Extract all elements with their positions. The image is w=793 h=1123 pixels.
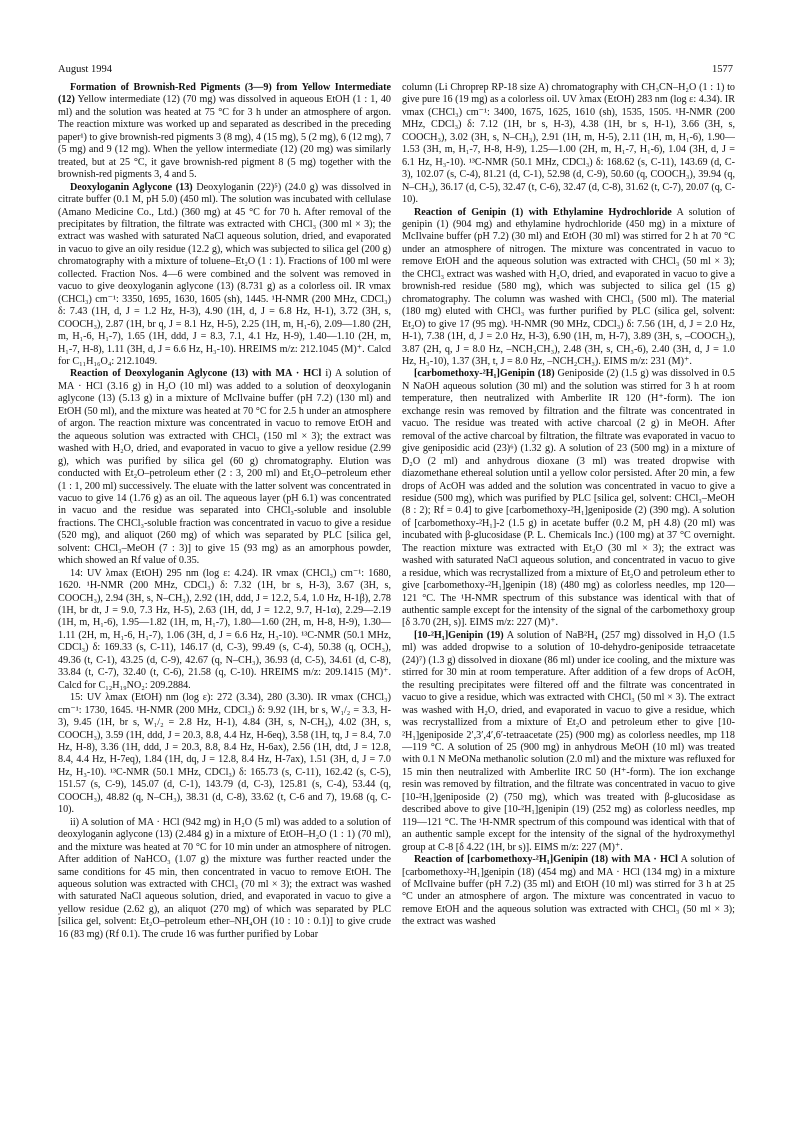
paragraph <box>58 568 391 693</box>
paragraph-heading: Formation of Brownish-Red Pigments (3—9) from Yellow Intermediate (12) <box>58 82 391 106</box>
left-column <box>58 82 391 1102</box>
paragraph-text: i) A solution of MA · HCl (3.16 g) in H₂O (10 ml) was added to a solution of deoxyloganin aglycone (13) (5.13 g) in a mixture of McIlvaine buffer (pH 7.2) (130 ml) and EtOH (50 ml), and the mixture was heated at 70 °C for 2.5 h under an atmosphere of argon. The reaction mixture was concentrated in vacuo to remove EtOH and the aqueous solution was extracted with CHCl₃ (150 ml × 3); the extract was washed with H₂O, dried, and evaporated in vacuo to give a yellow residue (2.99 g), which was purified by silica gel (60 g) chromatography. Elution was conducted with Et₂O–petroleum ether (2 : 3, 200 ml) and Et₂O–petroleum ether (1 : 1, 200 ml) successively. The eluate with the latter solvent was concentrated in vacuo to give 14 (1.76 g) as an oil. The aqueous layer (pH 6.1) was concentrated in vacuo and the residue was separated into CHCl₃-soluble and insoluble fractions. The CHCl₃-soluble fraction was concentrated in vacuo to give a residue (520 mg), and aliquot (260 mg) of which was separated by PLC [silica gel, solvent: CHCl₃–MeOH (7 : 3)] to give 15 (93 mg) as an amorphous powder, which showed an Rf value of 0.35. <box>58 368 391 567</box>
header-date: August 1994 <box>58 64 112 75</box>
paragraph <box>58 817 391 942</box>
paragraph-text: A solution of genipin (1) (904 mg) and ethylamine hydrochloride (450 mg) in a mixture of McIlvaine buffer (pH 7.2) (30 ml) and EtOH (30 ml) was stirred for 2 h at 70 °C under an atmosphere of nitrogen. The mixture was concentrated in vacuo to remove EtOH and the aqueous solution was extracted with CHCl₃ (50 ml × 3); the CHCl₃ extract was washed with H₂O, dried, and evaporated in vacuo to give a brownish-red residue (580 mg), which was subjected to silica gel (15 g) chromatography. The column was washed with CHCl₃ (500 ml). The material (180 mg) eluted with CHCl₃ was further purified by PLC (silica gel, solvent: Et₂O) to give 17 (95 mg). ¹H-NMR (90 MHz, CDCl₃) δ: 7.56 (1H, d, J = 2.0 Hz, H-1), 7.38 (1H, d, J = 2.0 Hz, H-3), 6.90 (1H, m, H-7), 3.89 (3H, s, –COOCH₃), 3.87 (2H, q, J = 8.0 Hz, –NCH₂CH₃), 2.48 (3H, s, CH₃-6), 2.40 (3H, d, J = 1.0 Hz, H₃-10), 1.37 (3H, t, J = 8.0 Hz, –NCH₂CH₃). EIMS m/z: 231 (M)⁺. <box>402 206 735 367</box>
paragraph <box>402 82 735 207</box>
paragraph-text: ii) A solution of MA · HCl (942 mg) in H₂O (5 ml) was added to a solution of deoxyloganin aglycone (13) (2.484 g) in a mixture of EtOH–H₂O (1 : 1) (70 ml), and the mixture was heated at 70 °C for 10 min under an atmosphere of nitrogen. After addition of NaHCO₃ (1.07 g) the mixture was further reacted under the same conditions for 45 min, then concentrated in vacuo to remove EtOH. The aqueous solution was extracted with CHCl₃ (70 ml × 3); the extract was washed with saturated NaCl aqueous solution, dried, and evaporated in vacuo to give a yellow residue (2.62 g), an aliquot (270 mg) of which was separated by PLC [silica gel, solvent: Et₂O–petroleum ether–NH₄OH (10 : 10 : 0.1)] to give crude 16 (83 mg) (Rf 0.1). The crude 16 was further purified by Lobar <box>58 816 391 940</box>
paragraph <box>58 182 391 369</box>
paragraph <box>58 692 391 817</box>
paragraph-heading: Reaction of Genipin (1) with Ethylamine Hydrochloride <box>414 206 672 218</box>
paragraph <box>58 82 391 182</box>
paragraph <box>402 854 735 929</box>
paragraph-text: A solution of [carbomethoxy-²H₁]genipin (18) (454 mg) and MA · HCl (134 mg) in a mixture of McIlvaine buffer (pH 7.2) (35 ml) and EtOH (10 ml) was stirred for 3 h at 25 °C under an atmosphere of argon. The mixture was concentrated in vacuo to remove EtOH and the aqueous solution was extracted with CHCl₃ (50 ml × 3); the extract was washed <box>402 854 735 928</box>
right-column <box>402 82 735 1102</box>
paragraph <box>58 368 391 567</box>
paragraph-text: A solution of NaB²H₄ (257 mg) dissolved in H₂O (1.5 ml) was added dropwise to a solution of 10-dehydro-geniposide tetraacetate (24)⁷) (1.3 g) dissolved in dioxane (86 ml) under ice cooling, and the mixture was stirred for 30 min at room temperature. After addition of a few drops of AcOH, the resulting precipitates were filtered off and the filtrate was concentrated in vacuo to give a residue, which was extracted with CHCl₃ (50 ml × 3). The extract was washed with H₂O, dried, and evaporated in vacuo to give a residue, which was recrystallized from a mixture of Et₂O and petroleum ether to give [10-²H₁]geniposide 2′,3′,4′,6′-tetraacetate (25) (900 mg) as colorless needles, mp 118—119 °C. A solution of 25 (900 mg) in anhydrous MeOH (10 ml) was treated with 0.1 N MeONa methanolic solution (2.0 ml) and the mixture was refluxed for 15 min then neutralized with Amberlite IRC 50 (H⁺-form). The ion exchange resin was removed by filtration, and the filtrate was concentrated in vacuo to give [10-²H₁]geniposide (2) (750 mg), which was treated with β-glucosidase as described above to give [10-²H₁]genipin (19) (252 mg) as colorless needles, mp 119—121 °C. The ¹H-NMR spectrum of this compound was identical with that of an authentic sample except for the intensity of the signal of the hydroxymethyl group at C-8 [δ 4.22 (1H, br s)]. EIMS m/z: 227 (M)⁺. <box>402 629 735 853</box>
paragraph-text: column (Li Chroprep RP-18 size A) chromatography with CH₃CN–H₂O (1 : 1) to give pure 16 (19 mg) as a colorless oil. UV λmax (EtOH) 283 nm (log ε: 4.34). IR νmax (CHCl₃) cm⁻¹: 3400, 1675, 1625, 1610 (sh), 1535, 1505. ¹H-NMR (200 MHz, CDCl₃) δ: 7.12 (1H, br s, H-3), 4.38 (1H, br s, H-1), 3.66 (3H, s, COOCH₃), 3.02 (3H, s, N–CH₃), 2.91 (1H, m, H-5), 2.11 (1H, m, H₁-6), 1.90—1.53 (3H, m, H₁-7, H-8, H-9), 1.25—1.00 (2H, m, H₁-7, H₁-6), 1.04 (3H, d, J = 6.1 Hz, H₃-10). ¹³C-NMR (50.1 MHz, CDCl₃) δ: 168.62 (s, C-11), 143.69 (d, C-3), 102.07 (s, C-4), 81.21 (d, C-1), 52.98 (d, C-9), 50.60 (q, COOCH₃), 39.94 (q, N–CH₃), 36.17 (d, C-5), 32.47 (t, C-6), 32.47 (d, C-8), 31.62 (t, C-7), 20.07 (q, C-10). <box>402 82 735 206</box>
paragraph-text: 14: UV λmax (EtOH) 295 nm (log ε: 4.24). IR νmax (CHCl₃) cm⁻¹: 1680, 1620. ¹H-NMR (200 MHz, CDCl₃) δ: 7.32 (1H, br s, H-3), 3.67 (3H, s, COOCH₃), 2.94 (3H, s, N–CH₃), 2.92 (1H, ddd, J = 12.2, 5.4, 1.0 Hz, H-1β), 2.78 (1H, br dt, J = 9.0, 7.3 Hz, H-5), 2.63 (1H, dd, J = 12.2, 9.7, H-1α), 2.29—2.19 (1H, m, H₁-6), 1.95—1.82 (1H, m, H₁-7), 1.80—1.60 (2H, m, H-8, H-9), 1.30—1.11 (2H, m, H₁-6, H₁-7), 1.06 (3H, d, J = 6.6 Hz, H₃-10). ¹³C-NMR (50.1 MHz, CDCl₃) δ: 169.33 (s, C-11), 146.17 (d, C-3), 99.49 (s, C-4), 50.38 (q, OCH₃), 49.36 (t, C-1), 43.25 (d, C-9), 42.67 (q, N–CH₃), 36.93 (d, C-5), 34.61 (d, C-8), 33.84 (t, C-7), 32.40 (t, C-6), 21.58 (q, C-10). HREIMS m/z: 209.1415 (M)⁺. Calcd for C₁₂H₁₉NO₂: 209.2884. <box>58 567 391 691</box>
page-header <box>58 64 733 78</box>
paragraph-heading: [carbomethoxy-²H₁]Genipin (18) <box>414 368 555 380</box>
paragraph <box>402 630 735 854</box>
paragraph-heading: [10-²H₁]Genipin (19) <box>414 629 504 641</box>
paragraph-text: Deoxyloganin (22)⁵) (24.0 g) was dissolved in citrate buffer (0.1 M, pH 5.0) (450 ml). The solution was incubated with cellulase (Amano Medicine Co., Ltd.) (360 mg) at 45 °C for 70 h. After removal of the precipitates by filtration, the filtrate was extracted with CHCl₃ (300 ml × 3); the extract was washed with saturated NaCl aqueous solution, dried, and evaporated in vacuo to give an oily residue (12.2 g), which was subjected to silica gel (200 g) chromatography with a mixture of toluene–Et₂O (1 : 1). Fractions of 100 ml were collected. Fraction Nos. 4—6 were combined and the solvent was removed in vacuo to give deoxyloganin aglycone (13) (8.731 g) as a colorless oil. IR νmax (CHCl₃) cm⁻¹: 3350, 1695, 1630, 1605 (sh), 1445. ¹H-NMR (200 MHz, CDCl₃) δ: 7.43 (1H, d, J = 1.2 Hz, H-3), 4.90 (1H, d, J = 6.8 Hz, H-1), 3.72 (3H, s, COOCH₃), 2.87 (1H, br q, J = 8.1 Hz, H-5), 2.25 (1H, m, H₁-6), 2.09—1.80 (2H, m, H₁-6, H₁-7), 1.65 (1H, ddd, J = 8.3, 7.1, 4.1 Hz, H-9), 1.40—1.10 (2H, m, H₁-7, H-8), 1.11 (3H, d, J = 6.6 Hz, H₃-10). HREIMS m/z: 212.1045 (M)⁺. Calcd for C₁₁H₁₆O₄: 212.1049. <box>58 181 391 367</box>
page-number: 1577 <box>712 64 733 75</box>
paragraph-heading: Deoxyloganin Aglycone (13) <box>70 181 193 193</box>
paragraph-heading: Reaction of Deoxyloganin Aglycone (13) with MA · HCl <box>70 368 322 380</box>
paragraph <box>402 368 735 630</box>
paragraph-text: Yellow intermediate (12) (70 mg) was dissolved in aqueous EtOH (1 : 1, 40 ml) and the solution was heated at 75 °C for 3 h under an atmosphere of argon. The reaction mixture was worked up and separated as described in the preceding paper¹) to give brownish-red pigments 3 (8 mg), 4 (15 mg), 5 (2 mg), 6 (12 mg), 7 (5 mg) and 9 (12 mg). When the yellow intermediate (12) (20 mg) was similarly treated, but at 25 °C, it gave brownish-red pigment 8 (5 mg) together with the brownish-red pigments 3, 4 and 5. <box>58 94 391 181</box>
paragraph <box>402 207 735 369</box>
paragraph-heading: Reaction of [carbomethoxy-²H₁]Genipin (18) with MA · HCl <box>414 854 678 866</box>
paragraph-text: Geniposide (2) (1.5 g) was dissolved in 0.5 N NaOH aqueous solution (30 ml) and the solution was stirred for 3 h at room temperature, then neutralized with Amberlite IR 120 (H⁺-form). The ion exchange resin was removed by filtration and the filtrate was concentrated in vacuo. The residue was treated with active charcoal (2 g) in MeOH. After removal of the active charcoal by filtration, the filtrate was evaporated in vacuo to give geniposidic acid (23)⁶) (1.32 g). A solution of 23 (500 mg) in a mixture of D₂O (2 ml) and anhydrous dioxane (3 ml) was treated dropwise with diazomethane ethereal solution until a yellow color persisted. After 20 min, a few drops of AcOH was added and the solution was concentrated in vacuo to give a residue (500 mg), which was purified by PLC [silica gel, solvent: CHCl₃–MeOH (8 : 2); Rf = 0.4] to give [carbomethoxy-²H₁]geniposide (2) (390 mg). A solution of [carbomethoxy-²H₁]-2 (1.5 g) in acetate buffer (0.2 M, pH 4.8) (20 ml) was incubated with β-glucosidase (P. L. Chemicals Inc.) (100 mg) at 37 °C overnight. The reaction mixture was extracted with Et₂O (30 ml × 3); the extract was washed with saturated NaCl aqueous solution, and concentrated in vacuo to give a residue, which was recrystallized from a mixture of Et₂O and petroleum ether to give [carbomethoxy-²H₁]genipin (18) (480 mg) as colorless needles, mp 120—121 °C. The ¹H-NMR spectrum of this substance was identical with that of authentic sample except for the intensity of the signal of the carbomethoxy group [δ 3.70 (2H, s)]. EIMS m/z: 227 (M)⁺. <box>402 368 735 629</box>
paragraph-text: 15: UV λmax (EtOH) nm (log ε): 272 (3.34), 280 (3.30). IR νmax (CHCl₃) cm⁻¹: 1730, 1645. ¹H-NMR (200 MHz, CDCl₃) δ: 9.92 (1H, br s, W₁/₂ = 3.3, H-3), 9.45 (1H, br s, W₁/₂ = 2.8 Hz, H-1), 4.84 (3H, s, N-CH₃), 4.02 (3H, s, COOCH₃), 3.59 (1H, ddd, J = 20.3, 8.8, 4.4 Hz, H-6eq), 3.58 (1H, tq, J = 8.4, 7.0 Hz, H-8), 3.36 (1H, ddd, J = 20.3, 8.8, 8.4 Hz, H-6ax), 2.56 (1H, dtd, J = 12.8, 8.4, 4.4 Hz, H-7eq), 1.84 (1H, dq, J = 12.8, 8.4 Hz, H-7ax), 1.51 (3H, d, J = 7.0 Hz, H₃-10). ¹³C-NMR (50.1 MHz, CDCl₃) δ: 165.73 (s, C-11), 162.42 (s, C-5), 151.57 (s, C-9), 145.07 (d, C-1), 143.79 (d, C-3), 125.81 (s, C-4), 53.44 (q, COOCH₃), 48.82 (q, N–CH₃), 38.31 (d, C-8), 33.62 (t, C-6 and 7), 19.68 (q, C-10). <box>58 692 391 816</box>
